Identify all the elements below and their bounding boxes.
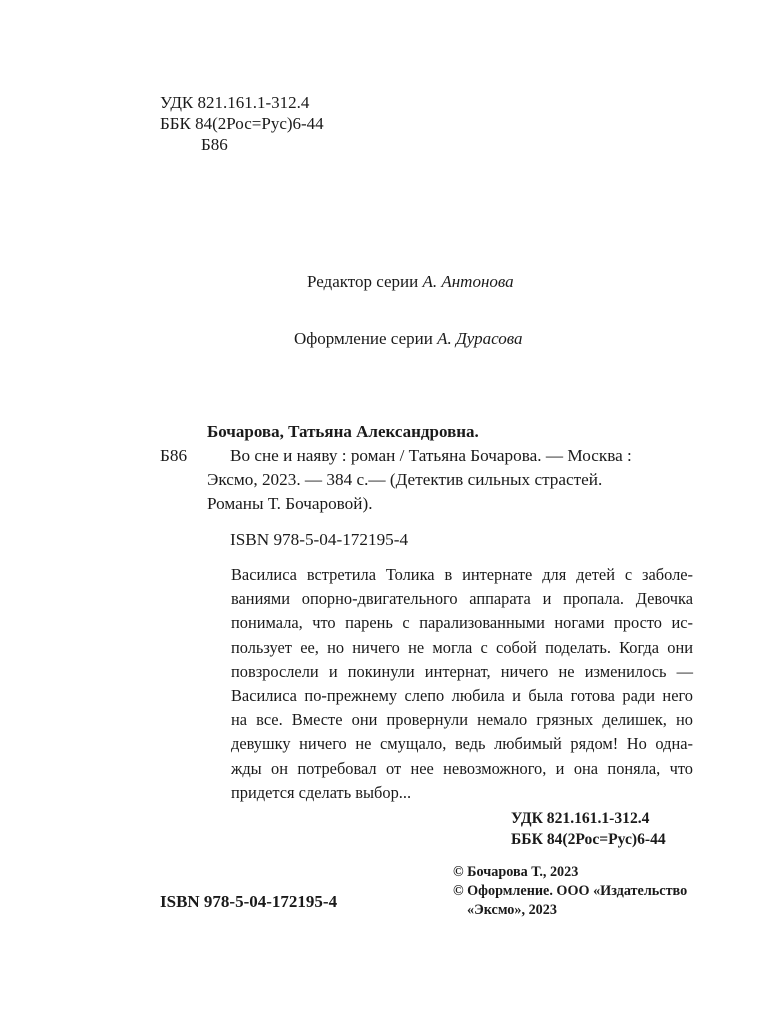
annotation-line: на все. Вместе они провернули немало грязных делишек, но <box>231 710 693 730</box>
annotation-paragraph <box>231 563 693 805</box>
bbk-code: ББК 84(2Рос=Рус)6-44 <box>160 114 324 133</box>
udk-code: УДК 821.161.1-312.4 <box>160 93 310 112</box>
series-design-label: Оформление серии <box>294 329 433 348</box>
annotation-line: Василиса по-прежнему слепо любила и была готова ради него <box>231 686 693 706</box>
series-editor-label: Редактор серии <box>307 272 419 291</box>
annotation-line: пользует ее, но ничего не могла с собой поделать. Когда они <box>231 637 693 657</box>
entry-publisher-line: Эксмо, 2023. — 384 с.— (Детектив сильных страстей. <box>207 470 603 489</box>
annotation-line: девушку ничего не смущало, ведь любимый рядом! Но одна- <box>231 734 693 754</box>
annotation-line: придется сделать выбор... <box>231 782 412 802</box>
udk-code-bottom: УДК 821.161.1-312.4 <box>511 810 650 827</box>
series-design-name: А. Дурасова <box>437 329 523 348</box>
author-heading: Бочарова, Татьяна Александровна. <box>207 422 479 441</box>
bbk-code-bottom: ББК 84(2Рос=Рус)6-44 <box>511 831 666 848</box>
entry-isbn: ISBN 978-5-04-172195-4 <box>230 530 409 549</box>
entry-title-line: Во сне и наяву : роман / Татьяна Бочарова. — Москва : <box>230 446 632 465</box>
series-editor-name: А. Антонова <box>422 272 514 291</box>
annotation-line: ваниями опорно-двигательного аппарата и пропала. Девочка <box>231 589 693 609</box>
entry-mark: Б86 <box>160 446 188 465</box>
series-editor-credit <box>307 271 514 292</box>
author-mark: Б86 <box>201 135 228 154</box>
copyright-author: © Бочарова Т., 2023 <box>453 864 579 880</box>
entry-series-line: Романы Т. Бочаровой). <box>207 494 373 513</box>
copyright-design-cont: «Эксмо», 2023 <box>467 902 557 918</box>
annotation-line: повзрослели и покинули интернат, ничего не изменилось — <box>231 661 693 681</box>
series-design-credit <box>294 328 522 349</box>
annotation-line: Василиса встретила Толика в интернате для детей с заболе- <box>231 565 693 584</box>
annotation-line: жды он потребовал от нее невозможного, и она поняла, что <box>231 758 693 778</box>
annotation-line: понимала, что парень с парализованными ногами просто ис- <box>231 613 693 633</box>
copyright-design: © Оформление. ООО «Издательство <box>453 883 688 899</box>
footer-isbn: ISBN 978-5-04-172195-4 <box>160 892 338 911</box>
